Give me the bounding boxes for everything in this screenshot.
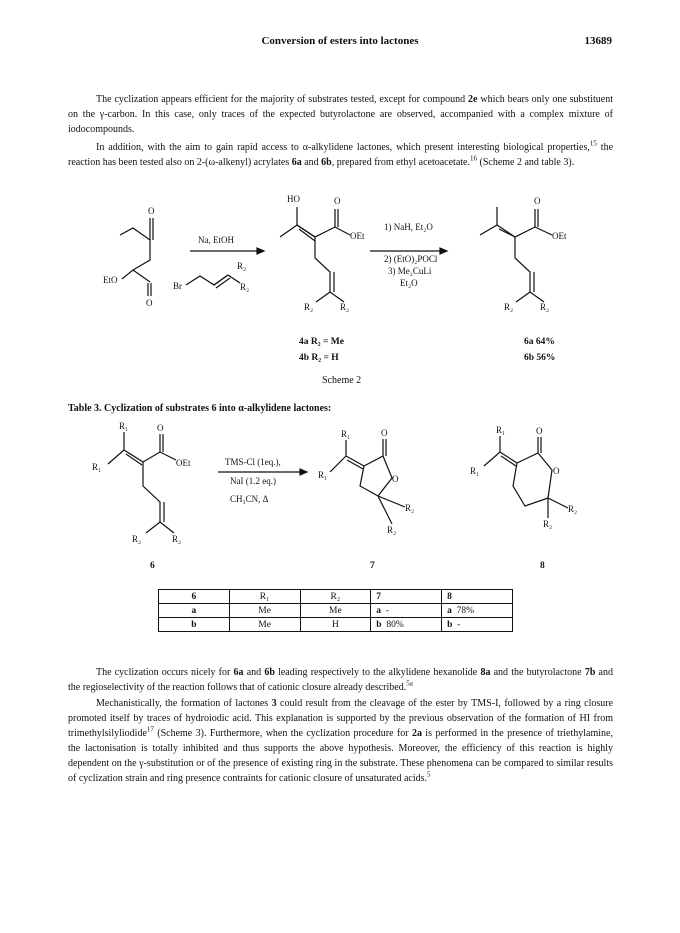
compound-ref: 8a (480, 667, 491, 678)
para4-text: Mechanistically, the formation of lactones (96, 698, 272, 709)
atom-label: O (534, 196, 541, 206)
table-3 (158, 589, 513, 632)
yield-value: - (385, 605, 389, 616)
table-cell: Me (229, 604, 300, 618)
table-header-cell: R₂ (300, 590, 371, 604)
table-cell (442, 604, 513, 618)
atom-label: R₁ (119, 421, 129, 431)
reagent-text: Et₂O (400, 278, 418, 288)
compound-ref: 6b (264, 667, 275, 678)
table-header-row (159, 590, 513, 604)
para3-text: and the regioselectivity of the reaction follows that of cationic closure already described. (68, 667, 613, 693)
para4-text: (Scheme 3). Furthermore, when the cyclization procedure for (153, 728, 412, 739)
table-row (159, 604, 513, 618)
table-header-cell: 7 (371, 590, 442, 604)
para1-tail: which bears only one substituent on the γ-carbon. In this case, only traces of the expected butyrolactone are observed, accompanied with a complex mixture of iodocompounds. (68, 94, 613, 135)
atom-label: O (553, 466, 560, 476)
atom-label: R₂ (132, 534, 142, 544)
compound-7-label: 7 (370, 561, 375, 571)
atom-label: R₁ (496, 425, 506, 435)
atom-label: R₂ (387, 525, 397, 535)
table-cell (371, 618, 442, 632)
yield-value: 80% (386, 619, 404, 630)
table-cell (442, 618, 513, 632)
compound-ref: 3 (271, 698, 277, 709)
compound-4b-label: 4b R₂ = H (299, 353, 339, 363)
reference-mark: 5 (427, 770, 431, 779)
para4-text: is performed in the presence of triethylamine, the lactonisation is totally inhibited and thus supports the above hypothesis. Moreover, the efficiency of this reaction is highly dependent on the γ-substitution or of the presence of existing ring in the substrate. These phenomena can be compared to similar results of cyclization strain and ring presence contraints for cationic closure of unsaturated acids. (68, 728, 613, 784)
scheme-caption: Scheme 2 (322, 375, 362, 386)
paragraph-3 (68, 665, 613, 695)
compound-id: a (376, 605, 382, 616)
compound-8-label: 8 (540, 561, 545, 571)
para2-text: , prepared from ethyl acetoacetate. (331, 157, 470, 168)
atom-label: R₁ (92, 462, 102, 472)
atom-label: R₂ (340, 302, 350, 312)
reagent-text: 1) NaH, Et₂O (384, 222, 433, 232)
running-title: Conversion of esters into lactones (261, 35, 419, 47)
compound-ref: 6a (291, 157, 302, 168)
reference-mark: 17 (146, 725, 154, 734)
atom-label: R₂ (304, 302, 314, 312)
reference-mark: 15 (589, 139, 597, 148)
reagent-text: Na, EtOH (198, 235, 234, 245)
atom-label: O (392, 474, 399, 484)
table-row (159, 618, 513, 632)
compound-6-label: 6 (150, 561, 155, 571)
atom-label: R₂ (240, 282, 250, 292)
atom-label: O (536, 426, 543, 436)
atom-label: R₂ (405, 503, 415, 513)
para2-text: the reaction has been tested also on 2-(ω-alkenyl) acrylates (68, 142, 614, 168)
table-header-cell: 8 (442, 590, 513, 604)
atom-label: R₁ (341, 429, 351, 439)
compound-6a-yield: 6a 64% (524, 337, 555, 347)
para3-text: The cyclization occurs nicely for (96, 667, 234, 678)
table-3-scheme (0, 420, 680, 580)
condition-text: TMS-Cl (1eq.), (225, 457, 281, 467)
atom-label: R₁ (318, 470, 328, 480)
atom-label: Br (173, 281, 182, 291)
compound-id: b (447, 619, 453, 630)
compound-id: b (376, 619, 382, 630)
reference-mark: 5a (406, 679, 413, 688)
table-cell: Me (229, 618, 300, 632)
compound-4a-label: 4a R₂ = Me (299, 337, 344, 347)
atom-label: R₂ (237, 261, 247, 271)
atom-label: R₂ (568, 504, 578, 514)
page-number: 13689 (584, 35, 612, 47)
atom-label: OEt (176, 458, 191, 468)
atom-label: O (381, 428, 388, 438)
compound-ref: 2e (468, 94, 478, 105)
atom-label: O (334, 196, 341, 206)
atom-label: O (148, 206, 155, 216)
reagent-text: 3) Me₂CuLi (388, 266, 432, 276)
table-cell: Me (300, 604, 371, 618)
table-cell (371, 604, 442, 618)
para2-text: (Scheme 2 and table 3). (477, 157, 575, 168)
para3-text: leading respectively to the alkylidene hexanolide (274, 667, 481, 678)
para3-text: and (243, 667, 265, 678)
atom-label: R₂ (172, 534, 182, 544)
condition-text: CH₃CN, Δ (230, 494, 269, 504)
para1-lead: The cyclization appears efficient for the majority of substrates tested, except for compound (96, 94, 468, 105)
yield-value: - (457, 619, 461, 630)
table-header-cell: 6 (159, 590, 230, 604)
compound-ref: 2a (411, 728, 422, 739)
atom-label: R₁ (470, 466, 480, 476)
atom-label: O (157, 423, 164, 433)
reagent-text: 2) (EtO)₂POCl (384, 254, 438, 264)
table-cell: H (300, 618, 371, 632)
atom-label: OEt (350, 231, 365, 241)
yield-value: 78% (456, 605, 475, 616)
atom-label: HO (287, 194, 300, 204)
compound-id: a (447, 605, 452, 616)
reference-mark: 16 (470, 154, 477, 163)
atom-label: EtO (103, 275, 118, 285)
para3-text: and the butyrolactone (490, 667, 585, 678)
atom-label: O (146, 298, 153, 308)
table-cell: a (159, 604, 230, 618)
condition-text: NaI (1.2 eq.) (230, 476, 276, 486)
atom-label: R₂ (543, 519, 553, 529)
compound-ref: 7b (584, 667, 596, 678)
paragraph-1 (68, 92, 613, 137)
para4-text: could result from the cleavage of the ester by TMS-I, followed by a ring closure promoted itself by traces of hydroiodic acid. This explanation is supported by the previous observation of the formation of HI from trimethylsilyliodide (68, 698, 614, 739)
table-caption: Table 3. Cyclization of substrates 6 into α-alkylidene lactones: (68, 403, 332, 414)
para2-text: In addition, with the aim to gain rapid access to α-alkylidene lactones, which present interesting biological properties, (96, 142, 590, 153)
paragraph-4 (68, 696, 613, 786)
para2-text: and (301, 157, 322, 168)
table-cell: b (159, 618, 230, 632)
compound-6b-yield: 6b 56% (524, 353, 556, 363)
atom-label: OEt (552, 231, 567, 241)
atom-label: R₂ (504, 302, 514, 312)
scheme-2-diagram (0, 190, 680, 400)
atom-label: R₂ (540, 302, 550, 312)
paragraph-2 (68, 140, 613, 170)
compound-ref: 6a (233, 667, 244, 678)
compound-ref: 6b (321, 157, 332, 168)
table-header-cell: R₁ (229, 590, 300, 604)
